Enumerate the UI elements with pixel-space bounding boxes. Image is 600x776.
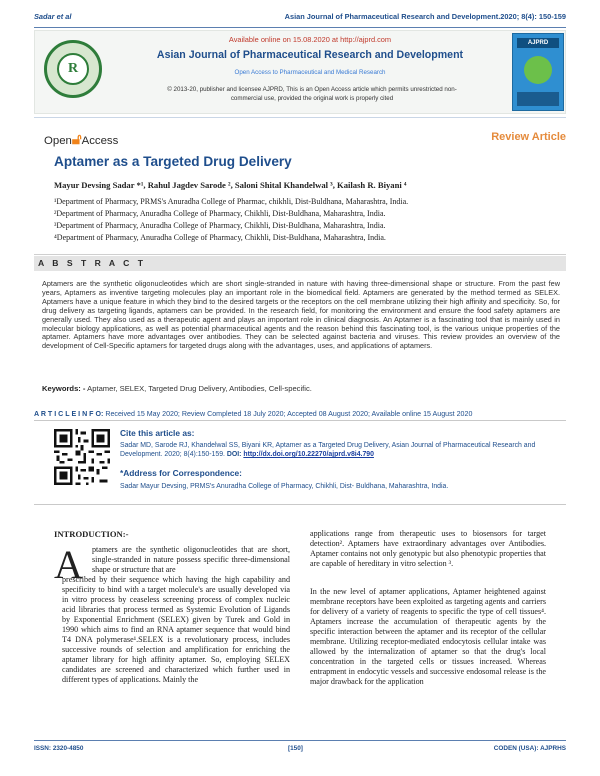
- affiliation-3: ³Department of Pharmacy, Anuradha College of Pharmacy, Chikhli, Dist-Buldhana, Maharashtra, India.: [54, 221, 386, 230]
- journal-title: Asian Journal of Pharmaceutical Research and Development: [156, 49, 464, 61]
- article-info-rule: [34, 420, 566, 421]
- abstract-text: Aptamers are the synthetic oligonucleotides which are short single-stranded in nature with having three-dimensional shape or structure. From the past few years, Aptamers as inventive targeting molecules play an important role in the biomedical field. Aptamers are generated by the method termed as SELEX. Aptamers have a unique feature in which they bind to the desired targets or the receptors on the cell membrane utilizing their high affinity and specificity. So, for drug delivery as targeting ligands, aptamers can be provided. In the research field, for monitoring the environment and ensure the food safety aptamers are generally used. They also used as a therapeutic agent and plays an important role in clinical diagnosis. An Aptamer is a fascinating tool that is mainly used in molecular biology applications, as well as potential pharmaceutical agents and the reason behind this fascinating tool, is the various unique properties of the aptamer. Aptamers have more advantages over antibodies. They can be selected against bacteria and viruses. This review provides an overview of the development of Cell-Specific aptamers for targeted drugs along with the advantages, uses, and applications of aptamers.: [42, 279, 560, 351]
- copyright-line-1: © 2013-20, publisher and licensee AJPRD, This is an Open Access article which permits unrestricted non-: [167, 86, 457, 93]
- qr-code[interactable]: [54, 429, 110, 485]
- affiliation-4: ⁴Department of Pharmacy, Anuradha College of Pharmacy, Chikhli, Dist-Buldhana, Maharashtra, India.: [54, 233, 386, 242]
- open-access-brand: [44, 131, 118, 148]
- correspondence-heading: *Address for Correspondence:: [120, 468, 242, 478]
- header-rule: [34, 27, 566, 28]
- footer-rule: [34, 740, 566, 741]
- journal-logo-letter: R: [57, 53, 89, 85]
- keywords-label: Keywords: -: [42, 384, 86, 393]
- author-list: Mayur Devsing Sadar *¹, Rahul Jagdev Sarode ², Saloni Shital Khandelwal ³, Kailash R. Biyani ⁴: [54, 180, 407, 190]
- banner-rule: [34, 117, 566, 118]
- intro-paragraph-start: ptamers are the synthetic oligonucleotides that are short, single-stranded in nature possess specific three-dimensional shape or structure that are: [92, 545, 290, 575]
- footer-issn: ISSN: 2320-4850: [34, 745, 84, 752]
- footer-page-number: [150]: [288, 745, 303, 752]
- doi-label: DOI:: [226, 451, 242, 459]
- access-word: Access: [81, 135, 119, 147]
- citation: [120, 441, 560, 459]
- article-info-dates: Received 15 May 2020; Review Completed 18 July 2020; Accepted 08 August 2020; Available online 15 August 2020: [105, 410, 473, 418]
- running-header-authors: Sadar et al: [34, 12, 72, 21]
- cite-heading: Cite this article as:: [120, 428, 195, 438]
- cover-globe-icon: [524, 56, 552, 84]
- drop-cap: A: [54, 542, 83, 587]
- introduction-heading: INTRODUCTION:-: [54, 529, 129, 539]
- citation-text: Sadar MD, Sarode RJ, Khandelwal SS, Biyani KR, Aptamer as a Targeted Drug Delivery, Asian Journal of Pharmaceutical Research and Development. 2020; 8(4):150-159.: [120, 442, 536, 459]
- open-access-tagline: Open Access to Pharmaceutical and Medical Research: [234, 69, 386, 76]
- correspondence-address: Sadar Mayur Devsing, PRMS's Anuradha College of Pharmacy, Chikhli, Dist- Buldhana, Maharashtra, India.: [120, 483, 449, 490]
- cover-band: [517, 92, 559, 106]
- doi-link[interactable]: http://dx.doi.org/10.22270/ajprd.v8i4.790: [243, 451, 374, 459]
- running-header-journal: Asian Journal of Pharmaceutical Research and Development.2020; 8(4): 150-159: [284, 12, 566, 21]
- info-rule: [34, 504, 566, 505]
- keywords-list: Aptamer, SELEX, Targeted Drug Delivery, Antibodies, Cell-specific.: [87, 384, 312, 393]
- abstract-heading: A B S T R A C T: [34, 256, 566, 271]
- footer-coden: CODEN (USA): AJPRHS: [493, 745, 566, 752]
- cover-label: AJPRD: [517, 38, 559, 48]
- article-type: Review Article: [491, 131, 566, 143]
- right-column-paragraph-1: applications range from therapeutic uses to biosensors for target detection². Aptamers have extraordinary advantages over Antibodies. Aptamer contains not only genotypic but also phenotypic properties that are capable of hereditary in vitro selection ³.: [310, 529, 546, 569]
- copyright-notice: [118, 85, 506, 103]
- article-info-label: A R T I C L E I N F O:: [34, 410, 104, 418]
- journal-cover-image: [512, 33, 564, 111]
- article-info: [34, 410, 566, 418]
- article-title: Aptamer as a Targeted Drug Delivery: [54, 154, 292, 169]
- available-online[interactable]: Available online on 15.08.2020 at http://ajprd.com: [228, 35, 392, 44]
- copyright-line-2: commercial use, provided the original work is properly cited: [230, 95, 394, 102]
- open-access-word: Open: [44, 135, 72, 147]
- keywords: [42, 384, 542, 393]
- running-header: [34, 12, 566, 26]
- journal-logo: [44, 40, 102, 98]
- intro-paragraph-continued: prescribed by their sequence which having the high capability and specificity to bind with a target molecule's are usually developed via in vitro process by ceaseless screening process of complex nucleic acid libraries that process termed as Systemic Evolution of Ligands by Exponential Enrichment (SELEX) given by Turek and Gold in 1990 which aims to find an RNA aptamer sequence that would bind T4 DNA polymerase¹.SELEX is a revolutionary process, includes successive rounds of selection and amplification for enriching the aptamer library for high affinity aptamer. So, employing SELEX candidates are screened and characterized which further used in different types of applications. Mainly the: [62, 575, 290, 685]
- right-column-paragraph-2: In the new level of aptamer applications, Aptamer heightened against membrane receptors have been exploited as targeting agents and carriers for delivery of a variety of reagents to specific the type of cell tissues⁴. Aptamers increase the accumulation of therapeutic agents by the specific interaction between the aptamer and its receptor of the cellular membrane. Utilizing receptor-mediated endocytosis cellular intake was allowed by the internalization of aptamer so that the drug's local concentration in the targeted cells or tissues increased. Whereas entrapment in endocytic vessels and successive endosomal release is the major drawback for the application: [310, 587, 546, 687]
- affiliation-2: ²Department of Pharmacy, Anuradha College of Pharmacy, Chikhli, Dist-Buldhana, Maharashtra, India.: [54, 209, 386, 218]
- affiliation-1: ¹Department of Pharmacy, PRMS's Anuradha College of Pharmac, chikhli, Dist-Buldhana, Maharashtra, India.: [54, 197, 409, 206]
- open-lock-icon: 🔓︎: [71, 131, 82, 148]
